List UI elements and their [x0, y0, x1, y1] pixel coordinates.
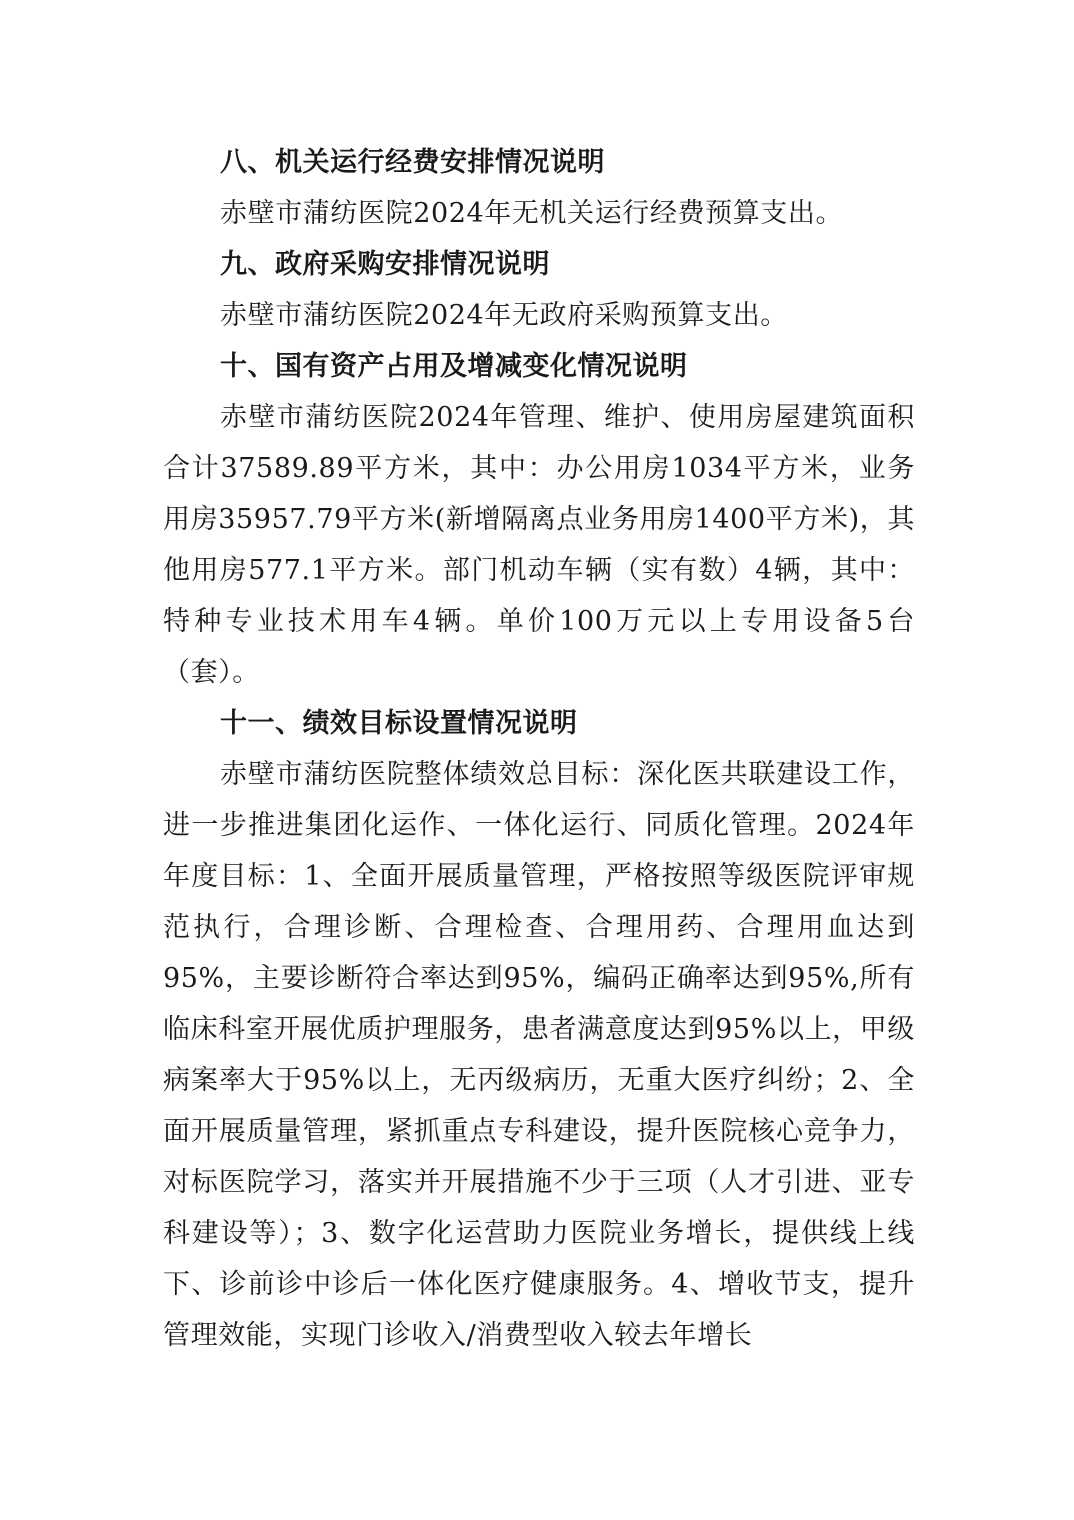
- section-body-8: 赤壁市蒲纺医院2024年无机关运行经费预算支出。: [220, 198, 844, 229]
- section-heading-11: 十一、绩效目标设置情况说明: [220, 708, 578, 739]
- section-body-10: 赤壁市蒲纺医院2024年管理、维护、使用房屋建筑面积合计37589.89平方米，其中：办公用房1034平方米，业务用房35957.79平方米(新增隔离点业务用房1400平方米)，其他用房577.1平方米。部门机动车辆（实有数）4辆，其中：特种专业技术用车4辆。单价100万元以上专用设备5台（套）。: [163, 402, 915, 688]
- section-heading-9: 九、政府采购安排情况说明: [220, 249, 550, 280]
- section-body-9: 赤壁市蒲纺医院2024年无政府采购预算支出。: [220, 300, 788, 331]
- document-body: [163, 137, 915, 1361]
- section-heading-10: 十、国有资产占用及增减变化情况说明: [220, 351, 688, 382]
- section-body-11: 赤壁市蒲纺医院整体绩效总目标：深化医共联建设工作，进一步推进集团化运作、一体化运行、同质化管理。2024年年度目标：1、全面开展质量管理，严格按照等级医院评审规范执行，合理诊断、合理检查、合理用药、合理用血达到95%，主要诊断符合率达到95%，编码正确率达到95%,所有临床科室开展优质护理服务，患者满意度达到95%以上，甲级病案率大于95%以上，无丙级病历，无重大医疗纠纷；2、全面开展质量管理，紧抓重点专科建设，提升医院核心竞争力，对标医院学习，落实并开展措施不少于三项（人才引进、亚专科建设等）；3、数字化运营助力医院业务增长，提供线上线下、诊前诊中诊后一体化医疗健康服务。4、增收节支，提升管理效能，实现门诊收入/消费型收入较去年增长: [163, 759, 915, 1351]
- section-heading-8: 八、机关运行经费安排情况说明: [220, 147, 605, 178]
